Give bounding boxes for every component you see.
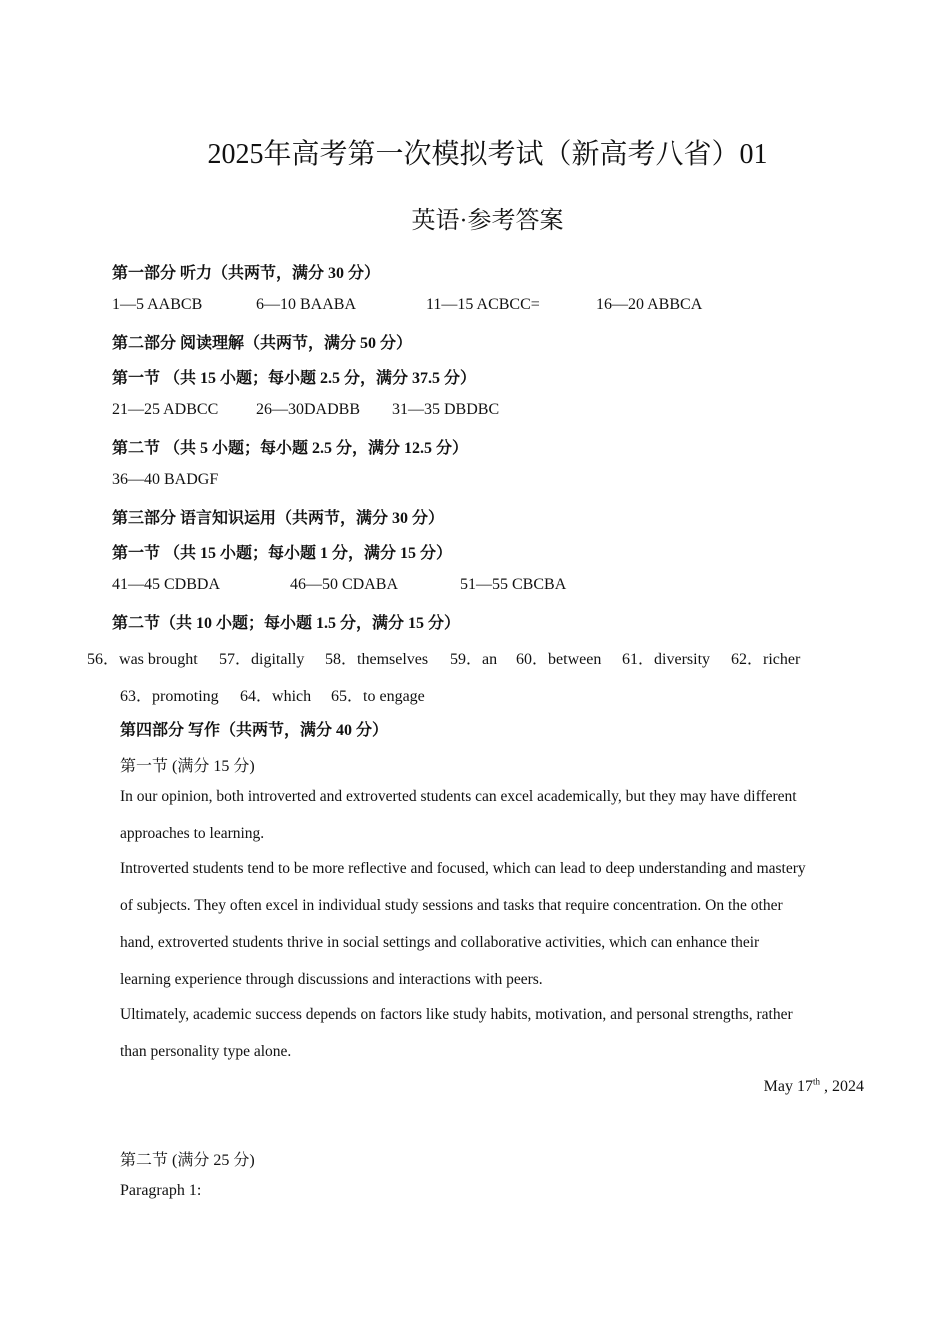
item-number: 58． — [325, 651, 358, 668]
essay-line: Introverted students tend to be more reflective and focused, which can lead to deep understanding and mastery — [120, 860, 806, 877]
item-answer: digitally — [251, 651, 305, 668]
paragraph-label: Paragraph 1: — [120, 1182, 202, 1199]
part2-section2-heading: 第二节 （共 5 小题；每小题 2.5 分，满分 12.5 分） — [112, 440, 469, 457]
item-answer: diversity — [654, 651, 711, 668]
item-number: 62． — [731, 651, 764, 668]
essay-line: of subjects. They often excel in individual study sessions and tasks that require concentration. On the other — [120, 897, 783, 914]
essay-line: Ultimately, academic success depends on factors like study habits, motivation, and personal strengths, rather — [120, 1006, 793, 1023]
item-number: 57． — [219, 651, 252, 668]
part2-section1-heading: 第一节 （共 15 小题；每小题 2.5 分，满分 37.5 分） — [112, 370, 477, 387]
page-title: 2025年高考第一次模拟考试（新高考八省）01 — [207, 139, 768, 170]
essay-line: hand, extroverted students thrive in social settings and collaborative activities, which can enhance their — [120, 934, 760, 951]
date-main: May 17 — [763, 1078, 813, 1095]
item-number: 63． — [120, 688, 153, 705]
answer-group: 1—5 AABCB — [112, 296, 203, 313]
item-answer: richer — [763, 651, 801, 668]
item-answer: between — [548, 651, 602, 668]
answer-group: 36—40 BADGF — [112, 471, 219, 488]
fill-item — [622, 646, 710, 669]
item-answer: which — [272, 688, 312, 705]
part4-section2-heading: 第二节 (满分 25 分) — [120, 1152, 255, 1169]
item-number: 59． — [450, 651, 483, 668]
part2-heading: 第二部分 阅读理解（共两节，满分 50 分） — [112, 335, 413, 352]
essay-line: than personality type alone. — [120, 1043, 292, 1060]
answer-group: 11—15 ACBCC= — [426, 296, 540, 313]
fill-item — [450, 646, 497, 669]
page-subtitle: 英语·参考答案 — [411, 208, 564, 234]
item-number: 56． — [87, 651, 120, 668]
item-answer: an — [482, 651, 498, 668]
answer-group: 51—55 CBCBA — [460, 576, 567, 593]
item-number: 60． — [516, 651, 549, 668]
essay-line: approaches to learning. — [120, 825, 265, 842]
item-number: 65． — [331, 688, 364, 705]
essay-line: learning experience through discussions and interactions with peers. — [120, 971, 543, 988]
date-year: , 2024 — [820, 1078, 864, 1095]
answer-group: 21—25 ADBCC — [112, 401, 219, 418]
part1-heading: 第一部分 听力（共两节，满分 30 分） — [112, 265, 381, 282]
answer-group: 46—50 CDABA — [290, 576, 399, 593]
item-answer: promoting — [152, 688, 219, 705]
date-suffix: th — [812, 1076, 820, 1087]
item-answer: themselves — [357, 651, 429, 668]
fill-item — [240, 683, 311, 706]
fill-item — [731, 646, 800, 669]
fill-item — [219, 646, 304, 669]
part4-heading: 第四部分 写作（共两节，满分 40 分） — [120, 722, 389, 739]
fill-item — [325, 646, 428, 669]
answer-group: 41—45 CDBDA — [112, 576, 221, 593]
item-number: 64． — [240, 688, 273, 705]
fill-item — [87, 646, 198, 669]
part3-heading: 第三部分 语言知识运用（共两节，满分 30 分） — [112, 510, 445, 527]
item-answer: was brought — [119, 651, 198, 668]
answer-group: 31—35 DBDBC — [392, 401, 500, 418]
part4-section1-heading: 第一节 (满分 15 分) — [120, 758, 255, 775]
item-number: 61． — [622, 651, 655, 668]
answer-group: 26—30DADBB — [256, 401, 361, 418]
answer-group: 6—10 BAABA — [256, 296, 357, 313]
essay-line: In our opinion, both introverted and extroverted students can excel academically, but they may have different — [120, 788, 797, 805]
item-answer: to engage — [363, 688, 425, 705]
fill-item — [120, 683, 219, 706]
essay-date — [764, 1078, 864, 1096]
fill-item — [516, 646, 601, 669]
part3-section2-heading: 第二节（共 10 小题；每小题 1.5 分，满分 15 分） — [112, 615, 461, 632]
fill-item — [331, 683, 425, 706]
part3-section1-heading: 第一节 （共 15 小题；每小题 1 分，满分 15 分） — [112, 545, 453, 562]
answer-group: 16—20 ABBCA — [596, 296, 703, 313]
